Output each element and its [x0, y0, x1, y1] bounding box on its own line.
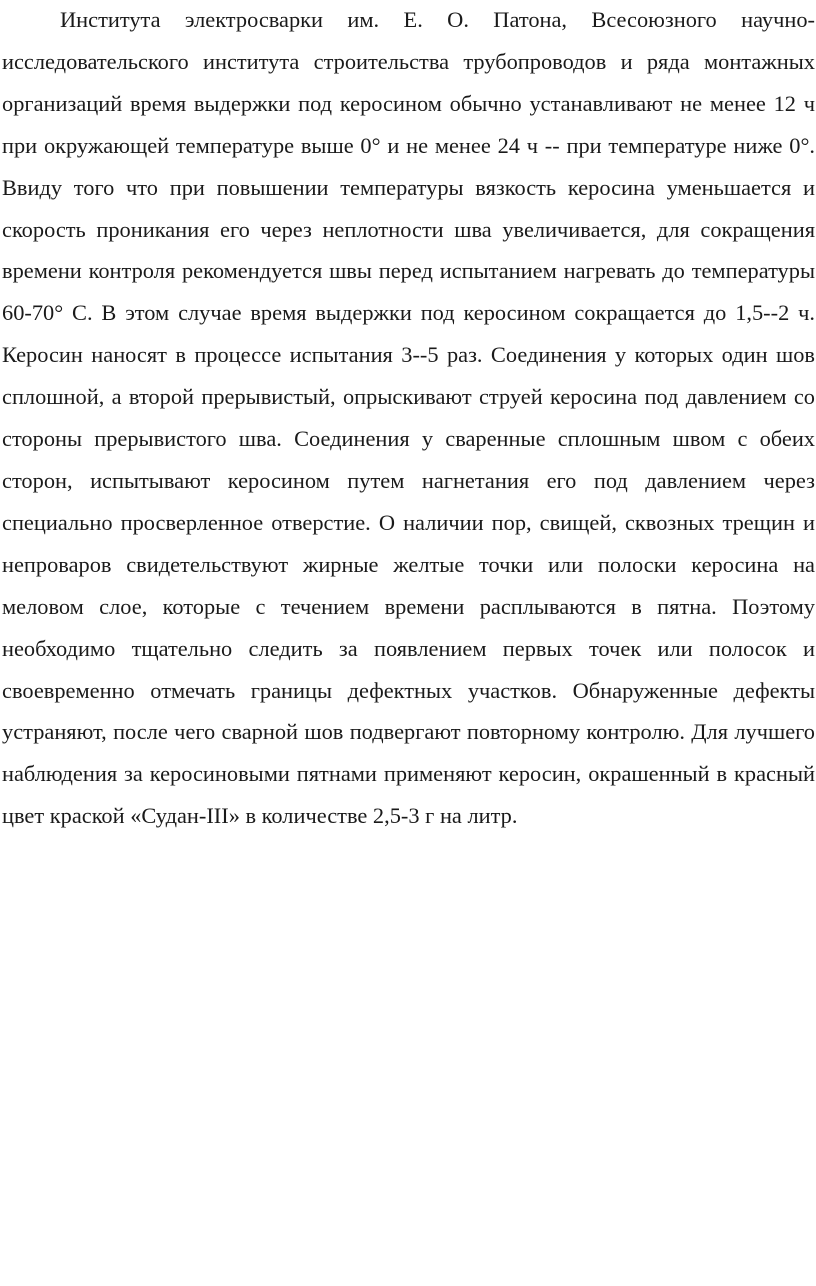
- body-paragraph: Института электросварки им. Е. О. Патона, Всесоюзного научно-исследовательского института строительства трубопроводов и ряда монтажных организаций время выдержки под керосином обычно устанавливают не менее 12 ч при окружающей температуре выше 0° и не менее 24 ч -- при температуре ниже 0°. Ввиду того что при повышении температуры вязкость керосина уменьшается и скорость проникания его через неплотности шва увеличивается, для сокращения времени контроля рекомендуется швы перед испытанием нагревать до температуры 60-70° С. В этом случае время выдержки под керосином сокращается до 1,5--2 ч. Керосин наносят в процессе испытания 3--5 раз. Соединения у которых один шов сплошной, а второй прерывистый, опрыскивают струей керосина под давлением со стороны прерывистого шва. Соединения у сваренные сплошным швом с обеих сторон, испытывают керосином путем нагнетания его под давлением через специально просверленное отверстие. О наличии пор, свищей, сквозных трещин и непроваров свидетельствуют жирные желтые точки или полоски керосина на меловом слое, которые с течением времени расплываются в пятна. Поэтому необходимо тщательно следить за появлением первых точек или полосок и своевременно отмечать границы дефектных участков. Обнаруженные дефекты устраняют, после чего сварной шов подвергают повторному контролю. Для лучшего наблюдения за керосиновыми пятнами применяют керосин, окрашенный в красный цвет краской «Судан-III» в количестве 2,5-3 г на литр.: [2, 7, 815, 829]
